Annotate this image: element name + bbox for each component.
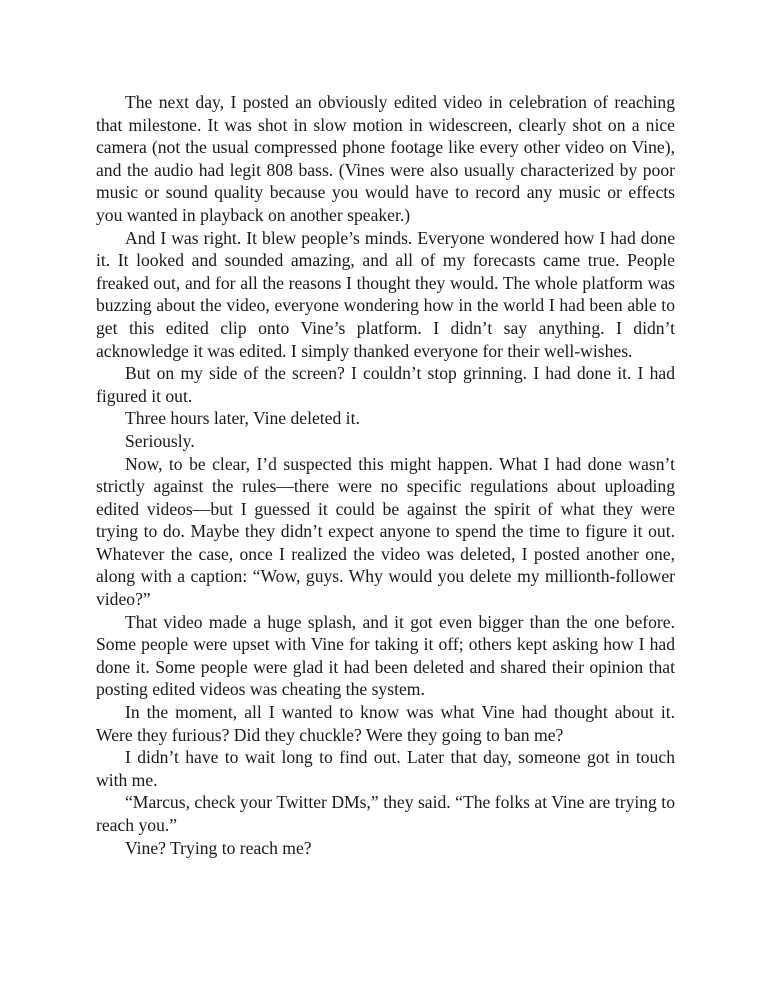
paragraph: And I was right. It blew people’s minds. Everyone wondered how I had done it. It looked and sounded amazing, and all of my forecasts came true. People freaked out, and for all the reasons I thought they would. The whole platform was buzzing about the video, everyone wondering how in the world I had been able to get this edited clip onto Vine’s platform. I didn’t say anything. I didn’t acknowledge it was edited. I simply thanked everyone for their well-wishes. bbox=[96, 227, 675, 361]
paragraph: In the moment, all I wanted to know was what Vine had thought about it. Were they furious? Did they chuckle? Were they going to ban me? bbox=[96, 702, 675, 745]
paragraph: “Marcus, check your Twitter DMs,” they said. “The folks at Vine are trying to reach you.” bbox=[96, 792, 675, 835]
paragraph: Now, to be clear, I’d suspected this might happen. What I had done wasn’t strictly against the rules—there were no specific regulations about uploading edited videos—but I guessed it could be against the spirit of what they were trying to do. Maybe they didn’t expect anyone to spend the time to figure it out. Whatever the case, once I realized the video was deleted, I posted another one, along with a caption: “Wow, guys. Why would you delete my millionth-follower video?” bbox=[96, 453, 675, 610]
paragraph: That video made a huge splash, and it got even bigger than the one before. Some people were upset with Vine for taking it off; others kept asking how I had done it. Some people were glad it had been deleted and shared their opinion that posting edited videos was cheating the system. bbox=[96, 611, 675, 700]
paragraph: Vine? Trying to reach me? bbox=[125, 837, 312, 858]
paragraph: But on my side of the screen? I couldn’t stop grinning. I had done it. I had figured it out. bbox=[96, 363, 675, 406]
paragraph: I didn’t have to wait long to find out. Later that day, someone got in touch with me. bbox=[96, 747, 675, 790]
paragraph: Three hours later, Vine deleted it. bbox=[125, 408, 360, 429]
paragraph: The next day, I posted an obviously edited video in celebration of reaching that milestone. It was shot in slow motion in widescreen, clearly shot on a nice camera (not the usual compressed phone footage like every other video on Vine), and the audio had legit 808 bass. (Vines were also usually characterized by poor music or sound quality because you would have to record any music or effects you wanted in playback on another speaker.) bbox=[96, 92, 675, 225]
page-body-text bbox=[96, 91, 675, 859]
paragraph: Seriously. bbox=[125, 430, 195, 451]
